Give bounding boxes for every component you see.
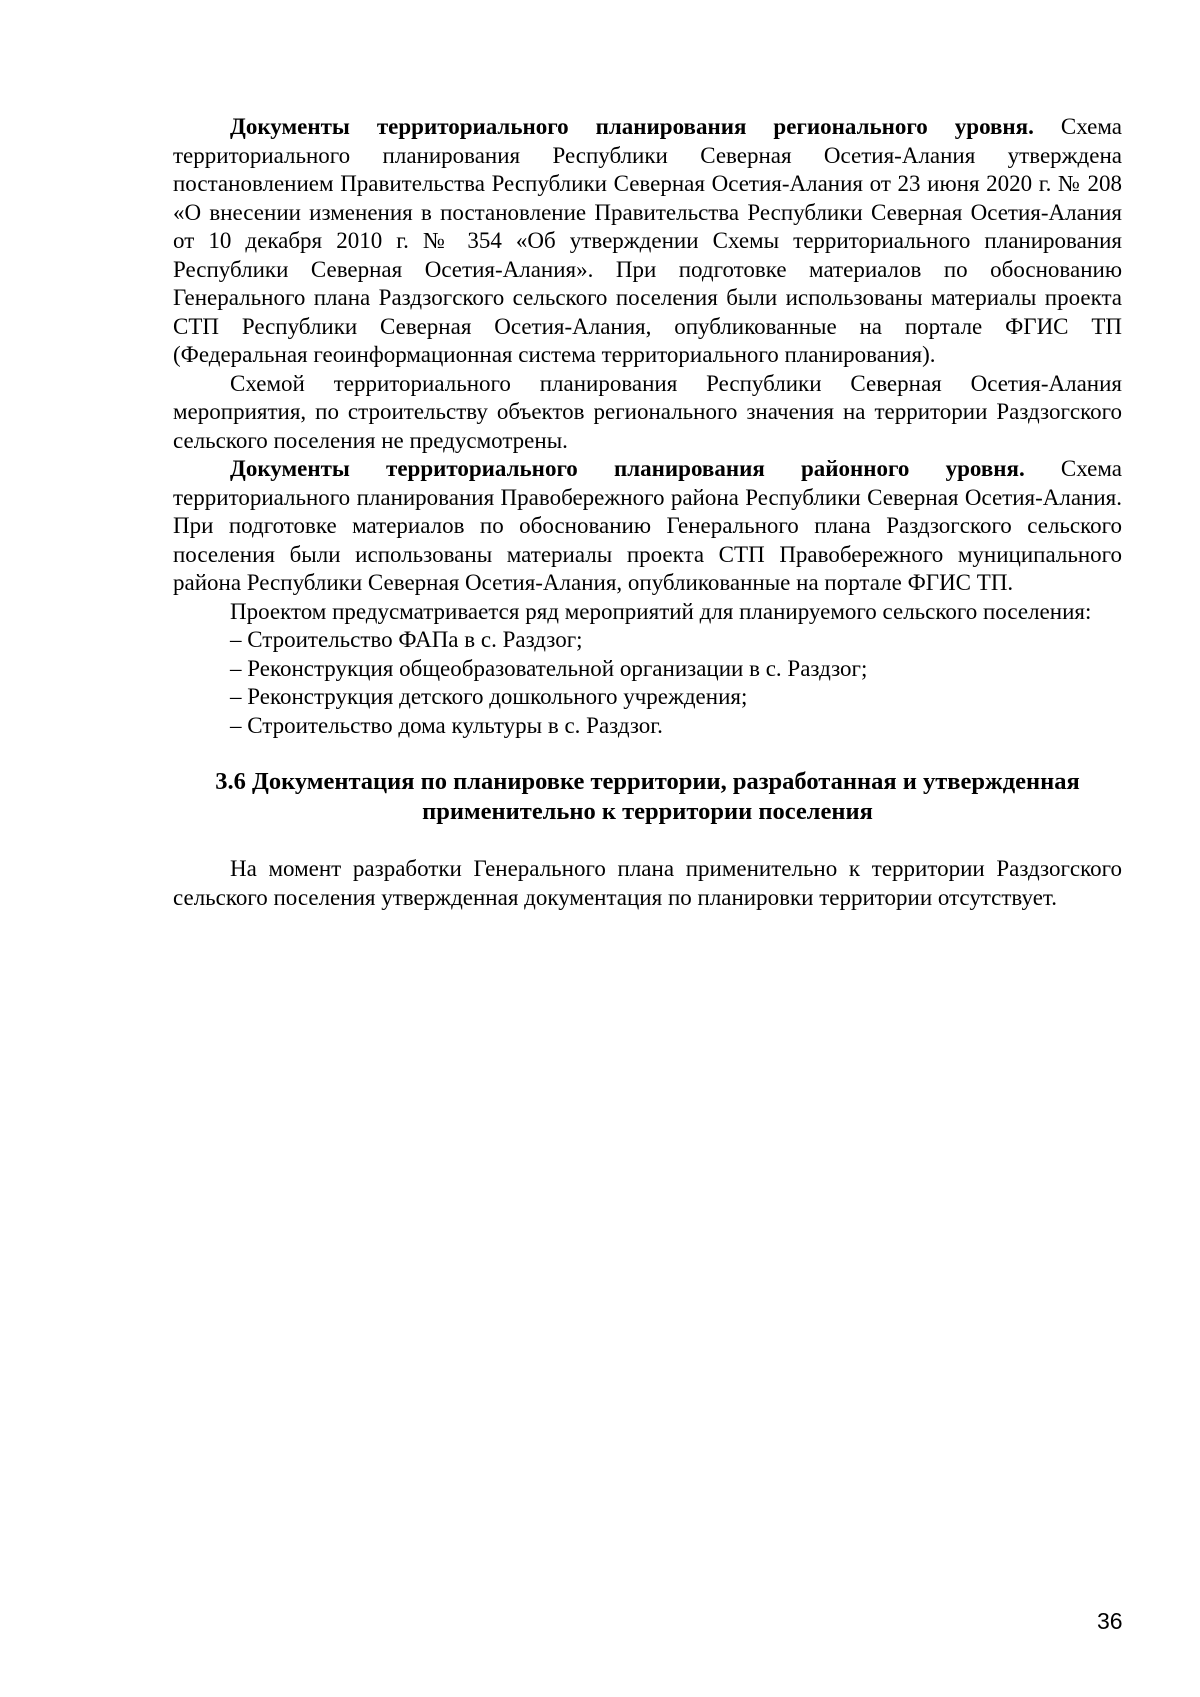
list-item: – Реконструкция общеобразовательной организации в с. Раздзог;: [230, 655, 868, 681]
page-body: [173, 113, 1122, 912]
section-heading: [173, 767, 1122, 827]
district-planning-lead: Документы территориального планирования районного уровня.: [230, 456, 1025, 481]
regional-measures-paragraph: Схемой территориального планирования Республики Северная Осетия-Алания мероприятия, по строительству объектов регионального значения на территории Раздзогского сельского поселения не предусмотрены.: [173, 370, 1122, 453]
regional-planning-text: Схема территориального планирования Республики Северная Осетия-Алания утверждена постановлением Правительства Республики Северная Осетия-Алания от 23 июня 2020 г. № 208 «О внесении изменения в постановление Правительства Республики Северная Осетия-Алания от 10 декабря 2010 г. № 354 «Об утверждении Схемы территориального планирования Республики Северная Осетия-Алания». При подготовке материалов по обоснованию Генерального плана Раздзогского сельского поселения были использованы материалы проекта СТП Республики Северная Осетия-Алания, опубликованные на портале ФГИС ТП (Федеральная геоинформационная система территориального планирования).: [173, 114, 1122, 367]
measures-list: [173, 626, 1122, 740]
page-number: 36: [1097, 1608, 1123, 1634]
regional-planning-lead: Документы территориального планирования регионального уровня.: [230, 114, 1034, 139]
section-heading-line1: 3.6 Документация по планировке территории, разработанная и утвержденная: [215, 768, 1080, 795]
project-intro-paragraph: Проектом предусматривается ряд мероприятий для планируемого сельского поселения:: [230, 598, 1092, 624]
list-item: – Строительство дома культуры в с. Раздзог.: [230, 712, 663, 738]
section-heading-line2: применительно к территории поселения: [422, 798, 873, 825]
regional-planning-paragraph: [173, 113, 1122, 370]
district-planning-paragraph: [173, 455, 1122, 598]
list-item: – Строительство ФАПа в с. Раздзог;: [230, 627, 583, 652]
section-text: На момент разработки Генерального плана применительно к территории Раздзогского сельского поселения утвержденная документация по планировки территории отсутствует.: [173, 856, 1122, 910]
list-item: – Реконструкция детского дошкольного учреждения;: [230, 684, 748, 709]
district-planning-text: Схема территориального планирования Правобережного района Республики Северная Осетия-Алания. При подготовке материалов по обоснованию Генерального плана Раздзогского сельского поселения были использованы материалы проекта СТП Правобережного муниципального района Республики Северная Осетия-Алания, опубликованные на портале ФГИС ТП.: [173, 456, 1122, 595]
